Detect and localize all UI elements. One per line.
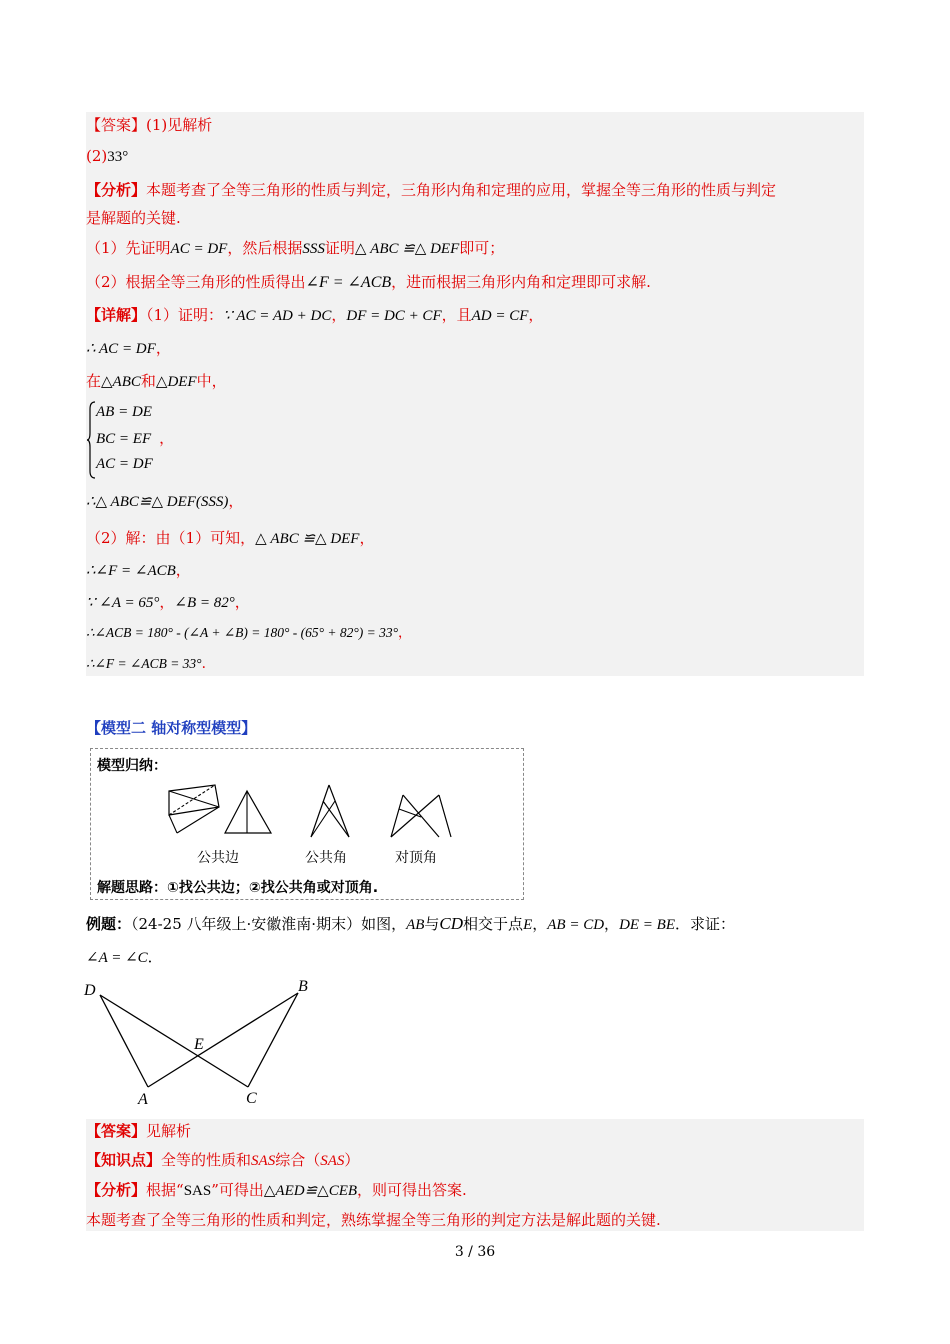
answer-part1: (1)见解析 — [146, 116, 213, 134]
example-math-2: CD — [439, 914, 464, 933]
example-math-4: AB = CD — [547, 917, 605, 933]
analysis2-text-c: ，则可得出答案. — [357, 1181, 467, 1199]
therefore-end: ， — [155, 339, 171, 357]
step1-math-1: AC = DF — [170, 241, 228, 257]
analysis-text-2: 是解题的关键. — [86, 209, 181, 227]
step1-text-b: ，然后根据 — [227, 239, 303, 257]
congruence-end: ， — [228, 492, 244, 510]
example-math-1: AB — [406, 917, 425, 933]
point-label-d: D — [84, 982, 96, 999]
part2-end: ， — [359, 529, 375, 547]
knowledge-point-text-a: 全等的性质和 — [161, 1151, 252, 1169]
system-row-2 — [86, 425, 206, 451]
part2-line-5-math: ∴∠F = ∠ACB = 33° — [86, 656, 202, 671]
in-text-c: 中， — [196, 372, 227, 390]
answer-part2-prefix: (2) — [86, 147, 108, 165]
model2-heading: 【模型二 轴对称型模型】 — [86, 719, 257, 737]
part2-line-4 — [86, 623, 412, 643]
part2-line-5-end: . — [201, 656, 206, 672]
model-box-tip: 解题思路：①找公共边；②找公共角或对顶角. — [97, 880, 379, 896]
analysis-line-2 — [86, 208, 181, 228]
system-row-1: AB = DE — [96, 404, 152, 420]
common-angle-figure — [305, 781, 355, 843]
answer-part2-value: 33° — [107, 149, 129, 165]
step1-line — [86, 238, 504, 259]
example-math-3: E — [523, 917, 533, 933]
system-end: ， — [159, 429, 175, 447]
step1-text-c: 证明 — [324, 239, 355, 257]
detail-text-d: ， — [528, 306, 544, 324]
example-text-2: 相交于点 — [463, 915, 524, 933]
analysis-text-1: 本题考查了全等三角形的性质与判定，三角形内角和定理的应用，掌握全等三角形的性质与判定 — [146, 181, 777, 199]
answer-block-2 — [86, 1119, 864, 1231]
example-line-2 — [86, 946, 163, 967]
step1-math-3: △ ABC ≌△ DEF — [354, 241, 460, 257]
part2-line-3 — [86, 592, 250, 613]
therefore-math: ∴ AC = DF — [86, 341, 156, 357]
point-label-e: E — [194, 1036, 204, 1053]
knowledge-point-line — [86, 1150, 359, 1171]
detail-line — [86, 305, 543, 326]
example-text-1: 与 — [424, 915, 440, 933]
analysis2-line — [86, 1180, 467, 1201]
part2-math-1: △ ABC ≌△ DEF — [255, 531, 360, 547]
point-label-a: A — [138, 1091, 148, 1108]
part2-line-3-math-a: ∵ ∠A = 65° — [86, 595, 160, 611]
in-text-b: 和 — [140, 372, 156, 390]
part2-text-a: （2）解：由（1）可知， — [86, 529, 256, 547]
caption-common-angle: 公共角 — [305, 850, 347, 866]
equation-system — [86, 399, 206, 481]
knowledge-point-text-c: ） — [344, 1151, 360, 1169]
answer-part2-line — [86, 146, 128, 167]
answer2-label: 【答案】 — [86, 1122, 147, 1140]
answer2-text: 见解析 — [146, 1122, 192, 1140]
knowledge-point-text-b: 综合（ — [275, 1151, 321, 1169]
part2-line-1 — [86, 528, 375, 549]
part2-line-5 — [86, 654, 206, 674]
analysis2-math: △AED≌△CEB — [263, 1183, 358, 1199]
knowledge-point-label: 【知识点】 — [86, 1151, 162, 1169]
step2-text-a: （2）根据全等三角形的性质得出 — [86, 273, 306, 291]
example-figure — [80, 975, 320, 1110]
example-line-2-end: ． — [147, 948, 163, 966]
therefore-line — [86, 338, 171, 359]
answer-line — [86, 115, 212, 135]
answer-block-1 — [86, 112, 864, 676]
example-line-2-math: ∠A = ∠C — [86, 950, 148, 966]
detail-math-3: AD = CF — [471, 308, 529, 324]
system-row-3: AC = DF — [96, 456, 153, 472]
detail-text-c: ，且 — [441, 306, 472, 324]
analysis2-text-b: ”可得出 — [211, 1181, 264, 1199]
analysis2-summary: 本题考查了全等三角形的性质和判定，熟练掌握全等三角形的判定方法是解此题的关键. — [86, 1211, 661, 1229]
example-line-1 — [86, 914, 735, 935]
analysis-label: 【分析】 — [86, 181, 147, 199]
part2-line-4-end: ， — [398, 625, 412, 641]
example-text-3: ， — [532, 915, 548, 933]
congruence-line — [86, 491, 243, 512]
part2-line-2-end: ， — [175, 561, 191, 579]
left-brace-icon — [86, 401, 96, 479]
in-math-2: △DEF — [155, 374, 197, 390]
example-text-5: ．求证： — [675, 915, 736, 933]
step2-math-1: ∠F = ∠ACB — [305, 274, 392, 291]
part2-line-3-sep: ， — [159, 593, 175, 611]
part2-line-2 — [86, 560, 191, 581]
point-label-b: B — [298, 978, 308, 995]
congruence-math: ∴△ ABC≌△ DEF(SSS) — [86, 494, 229, 510]
model-box-title: 模型归纳： — [97, 758, 167, 774]
detail-text-b: ， — [331, 306, 347, 324]
detail-label: 【详解】 — [86, 306, 147, 324]
common-side-figure — [163, 781, 273, 843]
answer2-line — [86, 1121, 191, 1141]
step2-text-b: ，进而根据三角形内角和定理即可求解. — [391, 273, 651, 291]
caption-vertical-angle: 对顶角 — [395, 850, 437, 866]
analysis-line-1 — [86, 180, 776, 200]
example-text-4: ， — [604, 915, 620, 933]
part2-line-3-end: ， — [234, 593, 250, 611]
step1-text-a: （1）先证明 — [86, 239, 171, 257]
in-math-1: △ABC — [101, 374, 141, 390]
point-label-c: C — [246, 1090, 257, 1107]
caption-common-side: 公共边 — [197, 850, 239, 866]
in-text-a: 在 — [86, 372, 102, 390]
part2-line-3-math-b: ∠B = 82° — [174, 595, 235, 611]
detail-math-2: DF = DC + CF — [346, 308, 442, 324]
model-summary-box — [90, 748, 524, 900]
step1-text-d: 即可； — [459, 239, 505, 257]
analysis2-text-a: 根据“ — [146, 1181, 184, 1199]
knowledge-point-math-2: SAS — [320, 1153, 345, 1169]
detail-text-a: （1）证明： — [146, 306, 224, 324]
answer-label: 【答案】 — [86, 116, 147, 134]
example-label: 例题： — [86, 915, 132, 933]
in-triangles-line — [86, 371, 227, 392]
system-row-2-math: BC = EF — [96, 431, 152, 447]
part2-line-4-math: ∴∠ACB = 180° - (∠A + ∠B) = 180° - (65° + 82°) = 33° — [86, 625, 399, 640]
step2-line — [86, 272, 651, 293]
part2-line-2-math: ∴∠F = ∠ACB — [86, 563, 176, 579]
page-number: 3 / 36 — [454, 1244, 496, 1260]
example-math-5: DE = BE — [619, 917, 676, 933]
analysis2-label: 【分析】 — [86, 1181, 147, 1199]
analysis2-sas: SAS — [183, 1183, 212, 1199]
vertical-angle-figure — [389, 789, 453, 843]
example-source: （24-25 八年级上·安徽淮南·期末）如图， — [131, 915, 407, 933]
detail-math-1: ∵ AC = AD + DC — [223, 308, 332, 324]
knowledge-point-math-1: SAS — [251, 1153, 276, 1169]
step1-math-2: SSS — [302, 241, 325, 257]
